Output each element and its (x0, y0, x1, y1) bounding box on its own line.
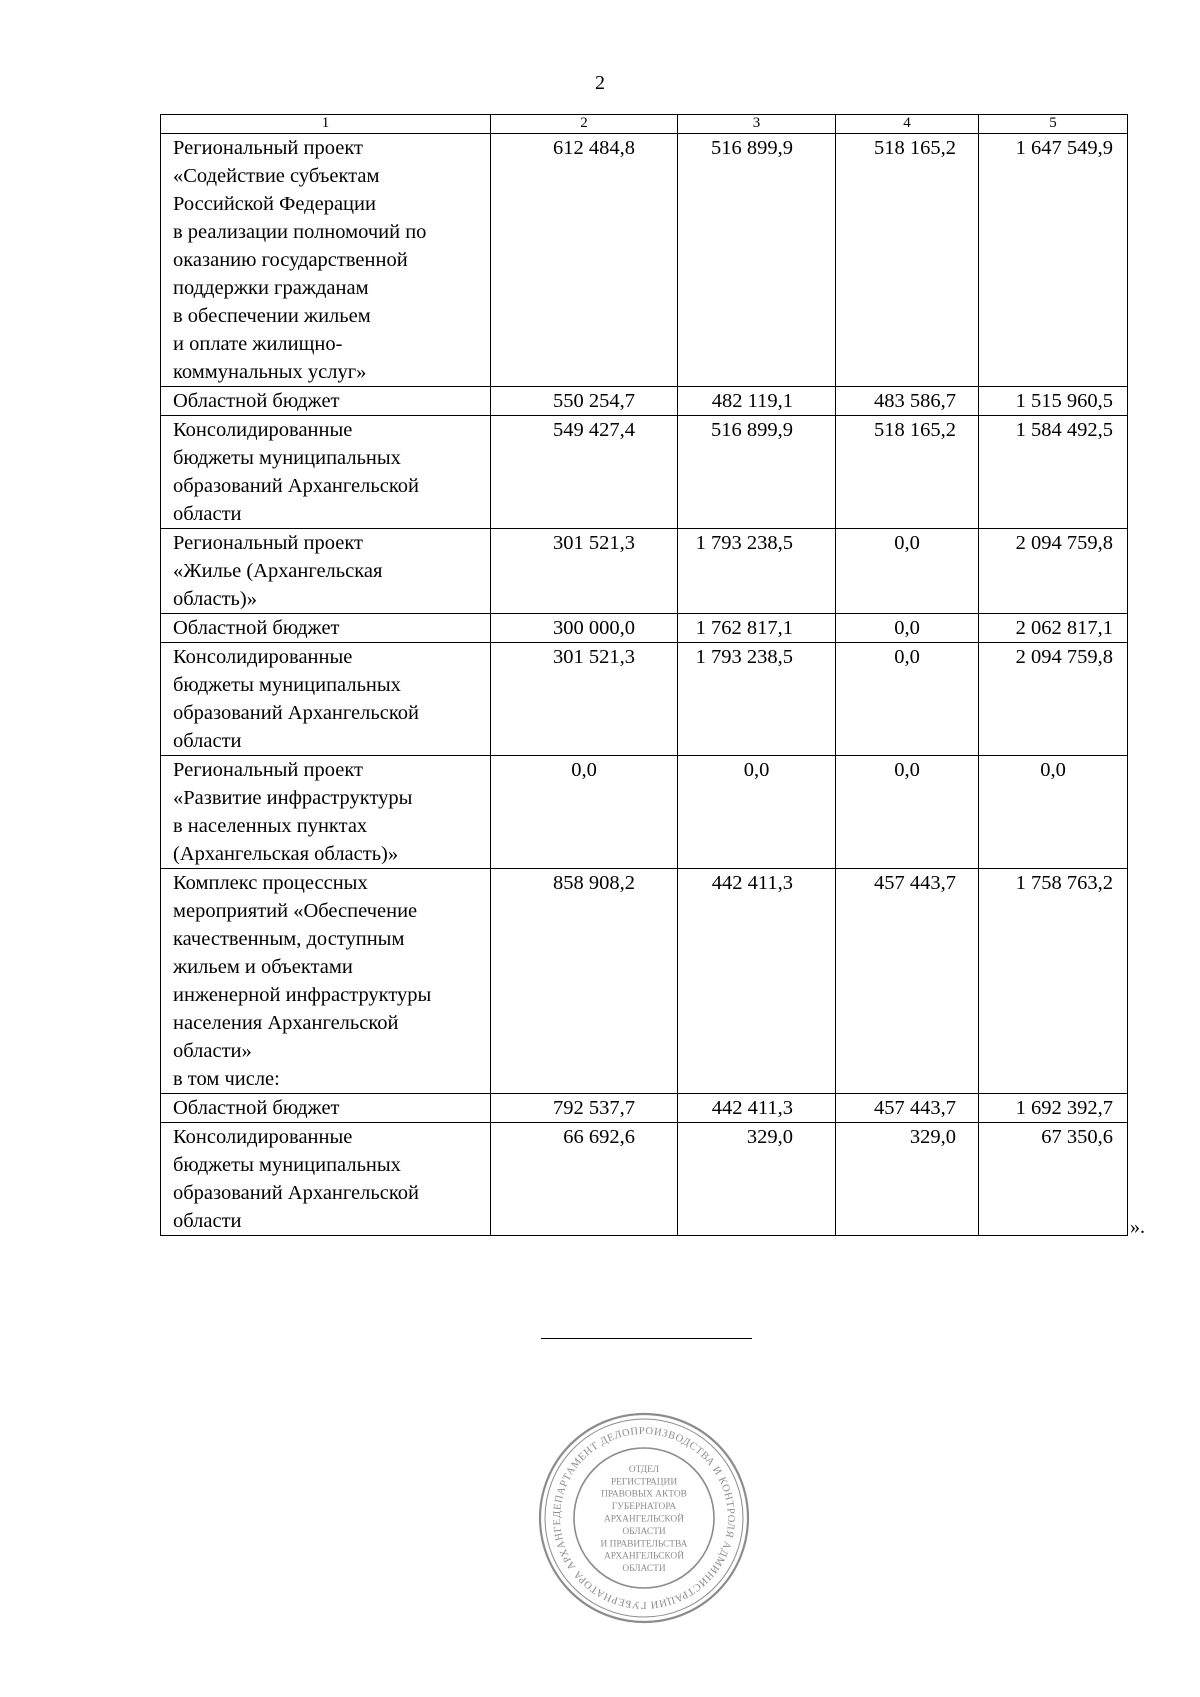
value-cell-col3: 1 793 238,5 (678, 643, 836, 756)
table-row (161, 1123, 1128, 1236)
value-cell-col2: 858 908,2 (491, 869, 678, 1094)
table-row (161, 643, 1128, 756)
row-label: Региональный проект «Содействие субъектам Российской Федерации в реализации полномочий по оказанию государственной поддержки гражданам в обеспечении жильем и оплате жилищно- коммунальных услуг» (161, 134, 491, 387)
table-row (161, 529, 1128, 614)
official-seal (536, 1410, 752, 1626)
seal-center-line: АРХАНГЕЛЬСКОЙ (604, 1551, 684, 1562)
column-header-4: 4 (836, 115, 979, 134)
value-cell-col3: 0,0 (678, 756, 836, 869)
value-cell-col5: 67 350,6 (979, 1123, 1128, 1236)
seal-center-line: АРХАНГЕЛЬСКОЙ (604, 1514, 684, 1525)
row-label: Областной бюджет (161, 614, 491, 643)
value-cell-col3: 482 119,1 (678, 387, 836, 416)
value-cell-col4: 483 586,7 (836, 387, 979, 416)
value-cell-col3: 516 899,9 (678, 416, 836, 529)
value-cell-col2: 549 427,4 (491, 416, 678, 529)
row-label: Областной бюджет (161, 1094, 491, 1123)
row-label: Консолидированные бюджеты муниципальных образований Архангельской области (161, 1123, 491, 1236)
value-cell-col2: 612 484,8 (491, 134, 678, 387)
seal-graphic (536, 1410, 752, 1626)
value-cell-col3: 1 762 817,1 (678, 614, 836, 643)
seal-ring-text: ДЕПАРТАМЕНТ ДЕЛОПРОИЗВОДСТВА И КОНТРОЛЯ АДМИНИСТРАЦИИ ГУБЕРНАТОРА АРХАНГЕ (551, 1425, 737, 1611)
seal-center-line: ОБЛАСТИ (622, 1564, 666, 1575)
value-cell-col5: 1 647 549,9 (979, 134, 1128, 387)
table-row (161, 614, 1128, 643)
value-cell-col4: 0,0 (836, 614, 979, 643)
value-cell-col3: 442 411,3 (678, 869, 836, 1094)
value-cell-col2: 300 000,0 (491, 614, 678, 643)
table-row (161, 756, 1128, 869)
table-body (161, 134, 1128, 1236)
value-cell-col5: 1 758 763,2 (979, 869, 1128, 1094)
row-label: Региональный проект «Жилье (Архангельская область)» (161, 529, 491, 614)
page-number: 2 (595, 72, 605, 94)
value-cell-col4: 518 165,2 (836, 416, 979, 529)
seal-center-line: ГУБЕРНАТОРА (611, 1502, 677, 1513)
value-cell-col4: 457 443,7 (836, 1094, 979, 1123)
table-row (161, 1094, 1128, 1123)
value-cell-col4: 0,0 (836, 756, 979, 869)
row-label: Региональный проект «Развитие инфраструктуры в населенных пунктах (Архангельская область)» (161, 756, 491, 869)
closing-quote: ». (1130, 1216, 1145, 1238)
value-cell-col5: 1 584 492,5 (979, 416, 1128, 529)
value-cell-col4: 0,0 (836, 529, 979, 614)
value-cell-col2: 792 537,7 (491, 1094, 678, 1123)
value-cell-col2: 0,0 (491, 756, 678, 869)
value-cell-col2: 66 692,6 (491, 1123, 678, 1236)
value-cell-col5: 2 094 759,8 (979, 643, 1128, 756)
column-header-3: 3 (678, 115, 836, 134)
value-cell-col3: 516 899,9 (678, 134, 836, 387)
seal-center-text (601, 1465, 688, 1574)
table-row (161, 416, 1128, 529)
table-row (161, 134, 1128, 387)
value-cell-col2: 301 521,3 (491, 529, 678, 614)
value-cell-col5: 0,0 (979, 756, 1128, 869)
seal-center-line: И ПРАВИТЕЛЬСТВА (600, 1539, 688, 1550)
value-cell-col2: 301 521,3 (491, 643, 678, 756)
table-row (161, 387, 1128, 416)
value-cell-col3: 329,0 (678, 1123, 836, 1236)
row-label: Консолидированные бюджеты муниципальных образований Архангельской области (161, 416, 491, 529)
budget-table (160, 114, 1128, 1236)
seal-center-line: ПРАВОВЫХ АКТОВ (601, 1489, 687, 1500)
column-header-5: 5 (979, 115, 1128, 134)
value-cell-col5: 2 062 817,1 (979, 614, 1128, 643)
column-header-1: 1 (161, 115, 491, 134)
table-header-row (161, 115, 1128, 134)
separator-line (541, 1338, 752, 1339)
value-cell-col2: 550 254,7 (491, 387, 678, 416)
value-cell-col4: 457 443,7 (836, 869, 979, 1094)
value-cell-col3: 442 411,3 (678, 1094, 836, 1123)
value-cell-col5: 2 094 759,8 (979, 529, 1128, 614)
seal-center-line: ОБЛАСТИ (622, 1526, 666, 1537)
value-cell-col4: 518 165,2 (836, 134, 979, 387)
row-label: Областной бюджет (161, 387, 491, 416)
seal-center-line: РЕГИСТРАЦИИ (610, 1477, 678, 1488)
seal-center-line: ОТДЕЛ (628, 1464, 660, 1475)
value-cell-col5: 1 515 960,5 (979, 387, 1128, 416)
value-cell-col4: 329,0 (836, 1123, 979, 1236)
row-label: Комплекс процессных мероприятий «Обеспечение качественным, доступным жильем и объектами инженерной инфраструктуры населения Архангельской области» в том числе: (161, 869, 491, 1094)
value-cell-col3: 1 793 238,5 (678, 529, 836, 614)
value-cell-col4: 0,0 (836, 643, 979, 756)
column-header-2: 2 (491, 115, 678, 134)
table-row (161, 869, 1128, 1094)
value-cell-col5: 1 692 392,7 (979, 1094, 1128, 1123)
row-label: Консолидированные бюджеты муниципальных образований Архангельской области (161, 643, 491, 756)
